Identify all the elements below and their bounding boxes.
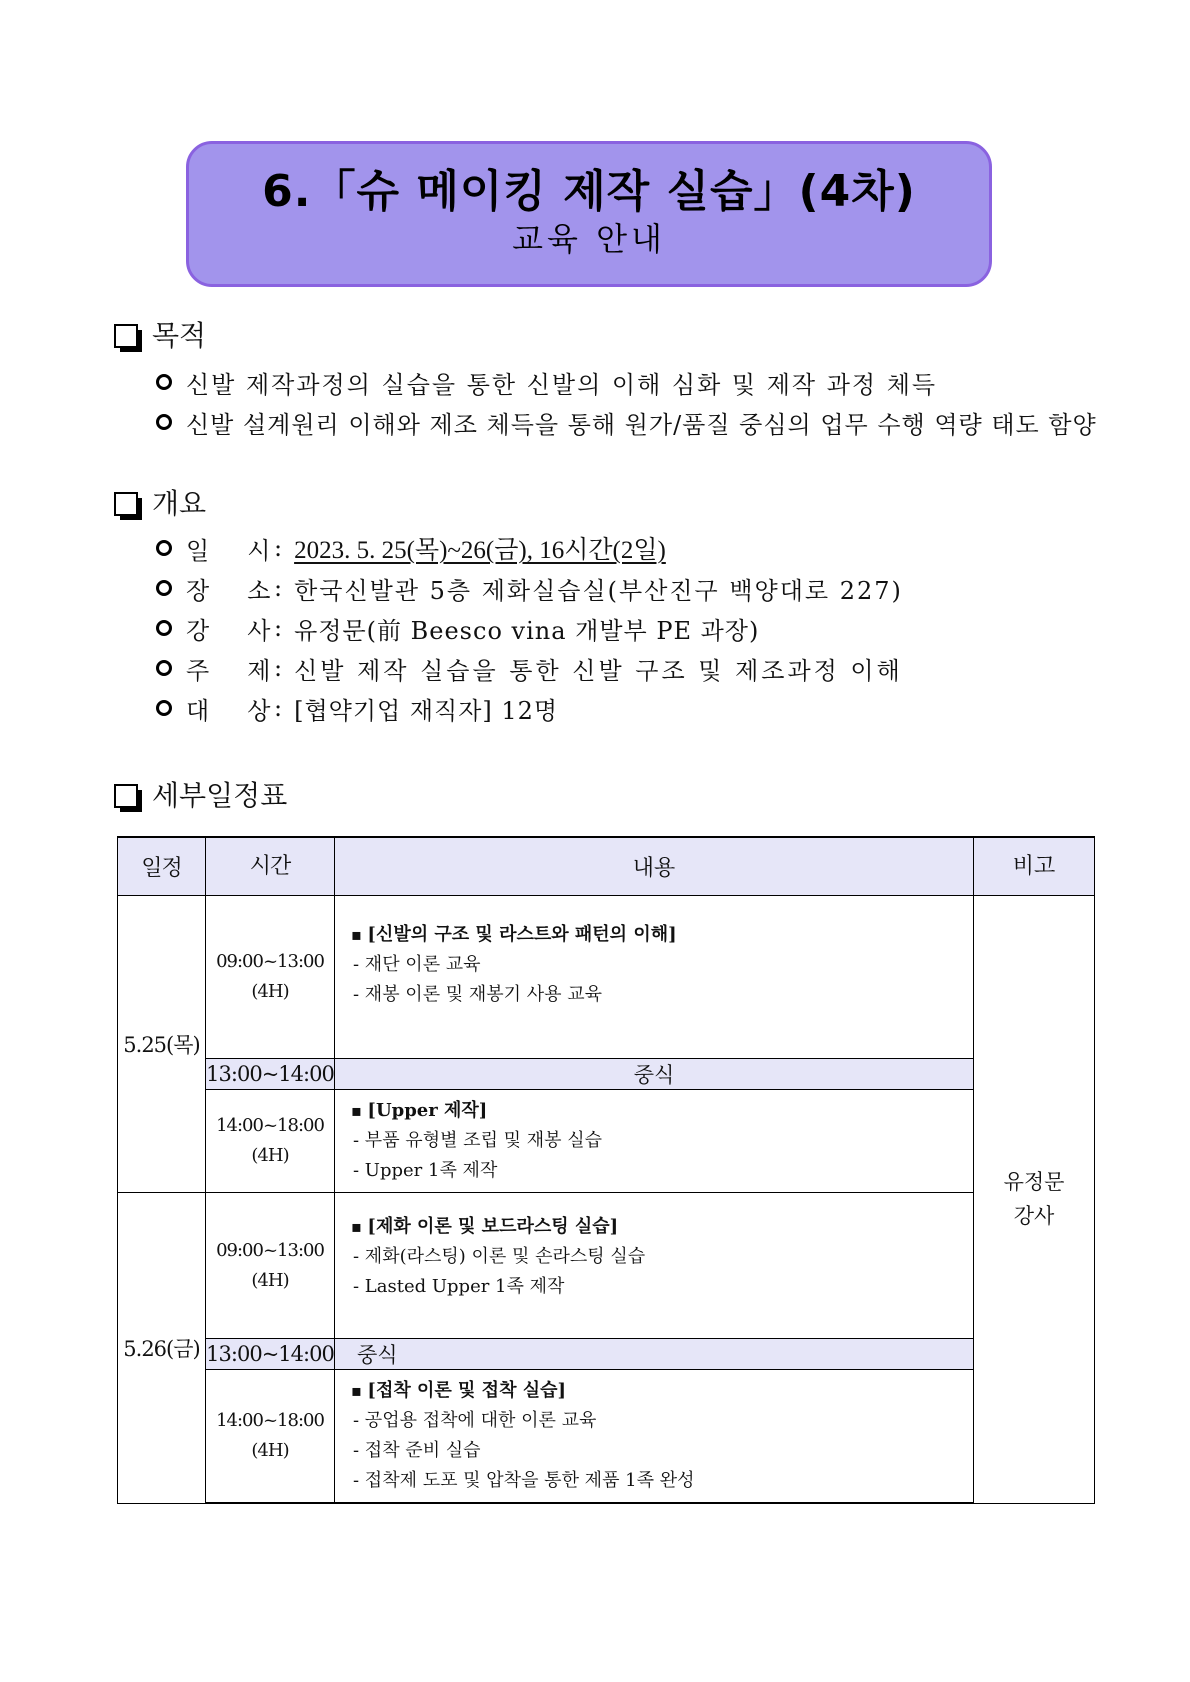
- day2-date: 5.26(금): [118, 1193, 206, 1504]
- day1-pm-time: 14:00~18:00 (4H): [206, 1090, 335, 1193]
- day1-lunch-label: 중식: [335, 1059, 974, 1090]
- header-date: 일정: [118, 837, 206, 896]
- header-note: 비고: [974, 837, 1095, 896]
- section-title-purpose: 목적: [152, 319, 207, 352]
- overview-item-date: 일 시 : 2023. 5. 25(목)~26(금), 16시간(2일): [156, 528, 903, 568]
- day1-lunch-time: 13:00~14:00: [206, 1059, 335, 1090]
- circle-bullet-icon: [156, 374, 172, 390]
- purpose-item: 신발 설계원리 이해와 제조 체득을 통해 원가/품질 중심의 업무 수행 역량 태도 함양: [156, 402, 1097, 442]
- table-row: [118, 896, 1095, 1059]
- circle-bullet-icon: [156, 660, 172, 676]
- day2-lunch-label: 중식: [335, 1339, 974, 1370]
- circle-bullet-icon: [156, 620, 172, 636]
- page-subtitle: 교육 안내: [512, 220, 666, 258]
- table-row: [118, 1370, 1095, 1504]
- purpose-section: [114, 316, 1097, 442]
- overview-section: [114, 484, 903, 728]
- day1-date: 5.25(목): [118, 896, 206, 1193]
- overview-item-instructor: 강 사 : 유정문(前 Beesco vina 개발부 PE 과장): [156, 608, 903, 648]
- checkbox-square-icon: [114, 324, 138, 348]
- circle-bullet-icon: [156, 700, 172, 716]
- header-content: 내용: [335, 837, 974, 896]
- day1-am-content: ▪ [신발의 구조 및 라스트와 패턴의 이해] - 재단 이론 교육 - 재봉 이론 및 재봉기 사용 교육: [335, 896, 974, 1059]
- header-time: 시간: [206, 837, 335, 896]
- schedule-section: [114, 776, 287, 816]
- table-row: [118, 1193, 1095, 1339]
- day2-am-content: ▪ [제화 이론 및 보드라스팅 실습] - 제화(라스팅) 이론 및 손라스팅 실습 - Lasted Upper 1족 제작: [335, 1193, 974, 1339]
- circle-bullet-icon: [156, 414, 172, 430]
- section-title-schedule: 세부일정표: [152, 779, 288, 812]
- page-title: 6.「슈 메이킹 제작 실습」(4차): [262, 166, 916, 217]
- purpose-item: 신발 제작과정의 실습을 통한 신발의 이해 심화 및 제작 과정 체득: [156, 362, 1097, 402]
- day2-pm-time: 14:00~18:00 (4H): [206, 1370, 335, 1504]
- overview-item-place: 장 소 : 한국신발관 5층 제화실습실(부산진구 백양대로 227): [156, 568, 903, 608]
- section-title-overview: 개요: [152, 487, 207, 520]
- checkbox-square-icon: [114, 492, 138, 516]
- schedule-table: [117, 836, 1095, 1504]
- title-banner: [186, 141, 992, 287]
- day2-lunch-time: 13:00~14:00: [206, 1339, 335, 1370]
- lunch-row: [118, 1059, 1095, 1090]
- overview-item-target: 대 상 : [협약기업 재직자] 12명: [156, 688, 903, 728]
- day1-pm-content: ▪ [Upper 제작] - 부품 유형별 조립 및 재봉 실습 - Upper 1족 제작: [335, 1090, 974, 1193]
- checkbox-square-icon: [114, 784, 138, 808]
- table-header-row: [118, 837, 1095, 896]
- table-row: [118, 1090, 1095, 1193]
- day2-am-time: 09:00~13:00 (4H): [206, 1193, 335, 1339]
- note-cell: 유정문 강사: [974, 896, 1095, 1504]
- lunch-row: [118, 1339, 1095, 1370]
- day2-pm-content: ▪ [접착 이론 및 접착 실습] - 공업용 접착에 대한 이론 교육 - 접착 준비 실습 - 접착제 도포 및 압착을 통한 제품 1족 완성: [335, 1370, 974, 1504]
- day1-am-time: 09:00~13:00 (4H): [206, 896, 335, 1059]
- overview-item-topic: 주 제 : 신발 제작 실습을 통한 신발 구조 및 제조과정 이해: [156, 648, 903, 688]
- circle-bullet-icon: [156, 580, 172, 596]
- circle-bullet-icon: [156, 540, 172, 556]
